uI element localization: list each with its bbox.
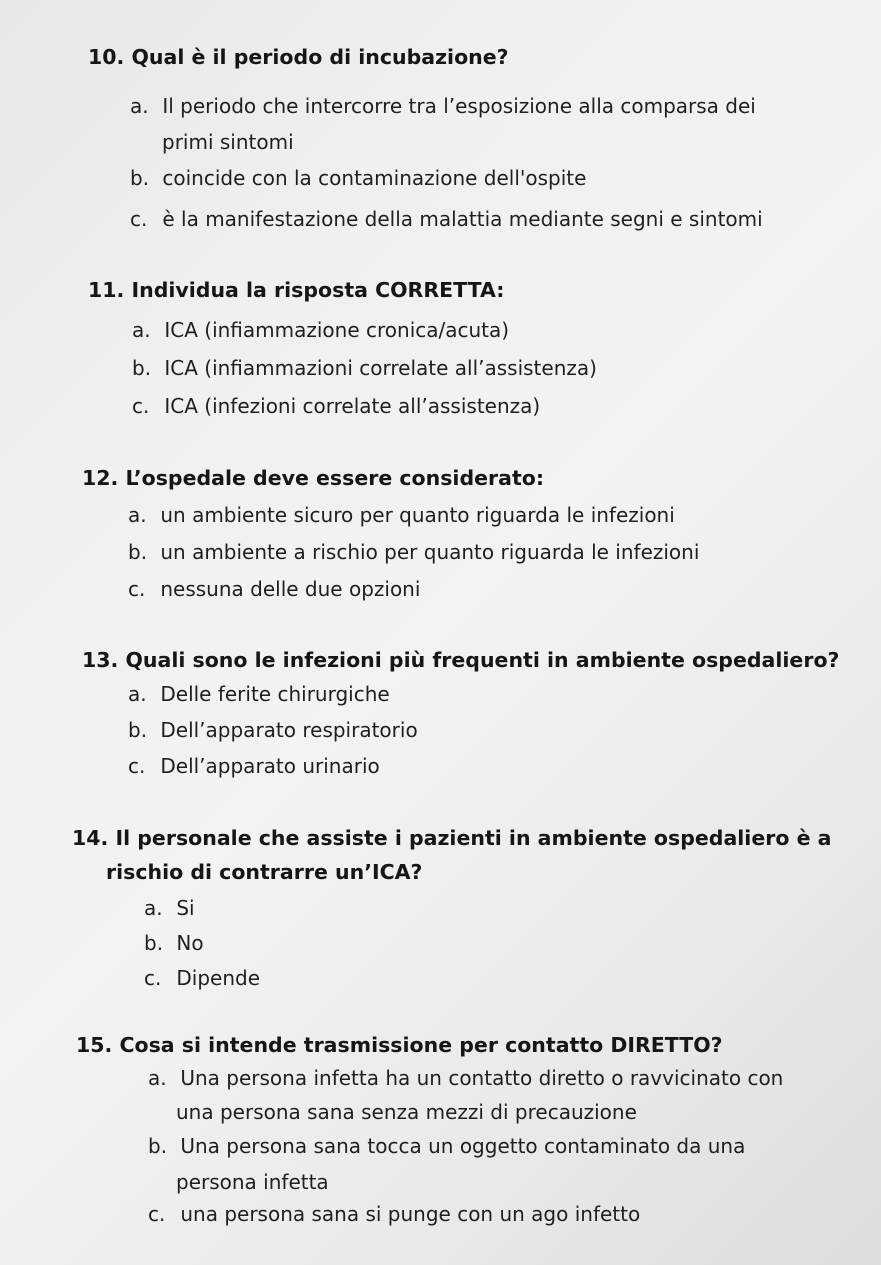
option-letter: b. (128, 540, 148, 564)
option-a (128, 676, 390, 712)
question-text: Cosa si intende trasmissione per contatto DIRETTO? (119, 1033, 723, 1057)
option-text: una persona sana si punge con un ago infetto (180, 1202, 641, 1226)
option-text: nessuna delle due opzioni (160, 577, 421, 601)
option-letter: a. (130, 94, 149, 118)
question-title (82, 463, 544, 493)
option-a (148, 1060, 783, 1096)
question-text: Il personale che assiste i pazienti in ambiente ospedaliero è a (115, 826, 832, 850)
option-text: un ambiente a rischio per quanto riguarda le infezioni (160, 540, 700, 564)
option-b (130, 160, 586, 196)
option-letter: c. (130, 207, 148, 231)
option-a-continuation: una persona sana senza mezzi di precauzione (176, 1100, 637, 1124)
option-text: Dell’apparato urinario (160, 754, 380, 778)
question-title-line-1 (72, 823, 831, 853)
option-letter: c. (132, 394, 150, 418)
option-letter: a. (132, 318, 151, 342)
option-text: Dipende (176, 966, 260, 990)
option-letter: c. (128, 754, 146, 778)
option-letter: c. (128, 577, 146, 601)
question-title (72, 823, 831, 853)
option-letter: b. (130, 166, 150, 190)
option-text: Il periodo che intercorre tra l’esposizione alla comparsa dei (162, 94, 756, 118)
option-text: Delle ferite chirurgiche (160, 682, 390, 706)
option-b (144, 925, 204, 961)
option-letter: a. (128, 503, 147, 527)
option-letter: b. (144, 931, 164, 955)
option-a (132, 312, 509, 348)
option-text: ICA (infezioni correlate all’assistenza) (164, 394, 541, 418)
option-c (128, 748, 380, 784)
question-text: L’ospedale deve essere considerato: (125, 466, 545, 490)
option-text: è la manifestazione della malattia mediante segni e sintomi (162, 207, 763, 231)
option-c (128, 571, 420, 607)
question-text: Quali sono le infezioni più frequenti in ambiente ospedaliero? (125, 648, 840, 672)
option-text: Una persona infetta ha un contatto diretto o ravvicinato con (180, 1066, 784, 1090)
question-number: 10. (88, 45, 125, 69)
question-title-continuation: rischio di contrarre un’ICA? (106, 860, 423, 884)
option-a (128, 497, 675, 533)
option-b-continuation: persona infetta (176, 1170, 329, 1194)
option-c (132, 388, 540, 424)
question-number: 13. (82, 648, 119, 672)
question-number: 11. (88, 278, 125, 302)
question-text: Individua la risposta CORRETTA: (131, 278, 505, 302)
option-c (144, 960, 260, 996)
option-letter: b. (148, 1134, 168, 1158)
option-letter: b. (128, 718, 148, 742)
option-text: un ambiente sicuro per quanto riguarda le infezioni (160, 503, 675, 527)
option-b (132, 350, 597, 386)
option-text: Dell’apparato respiratorio (160, 718, 418, 742)
option-text: No (176, 931, 204, 955)
question-title (76, 1030, 723, 1060)
option-letter: c. (148, 1202, 166, 1226)
option-letter: b. (132, 356, 152, 380)
option-text: ICA (infiammazione cronica/acuta) (164, 318, 510, 342)
question-number: 12. (82, 466, 119, 490)
question-title (88, 275, 504, 305)
option-text: Si (176, 896, 195, 920)
option-a (144, 890, 195, 926)
option-letter: c. (144, 966, 162, 990)
option-a-continuation: primi sintomi (162, 130, 294, 154)
option-letter: a. (148, 1066, 167, 1090)
question-title (88, 42, 509, 72)
option-text: coincide con la contaminazione dell'ospite (162, 166, 587, 190)
question-title (82, 645, 839, 675)
option-text: Una persona sana tocca un oggetto contaminato da una (180, 1134, 746, 1158)
option-text: ICA (infiammazioni correlate all’assistenza) (164, 356, 597, 380)
option-b (128, 534, 699, 570)
question-number: 15. (76, 1033, 113, 1057)
option-b (148, 1128, 745, 1164)
question-number: 14. (72, 826, 109, 850)
option-b (128, 712, 418, 748)
option-letter: a. (128, 682, 147, 706)
option-c (148, 1196, 640, 1232)
option-letter: a. (144, 896, 163, 920)
question-text: Qual è il periodo di incubazione? (131, 45, 509, 69)
option-c (130, 201, 763, 237)
option-a (130, 88, 756, 124)
